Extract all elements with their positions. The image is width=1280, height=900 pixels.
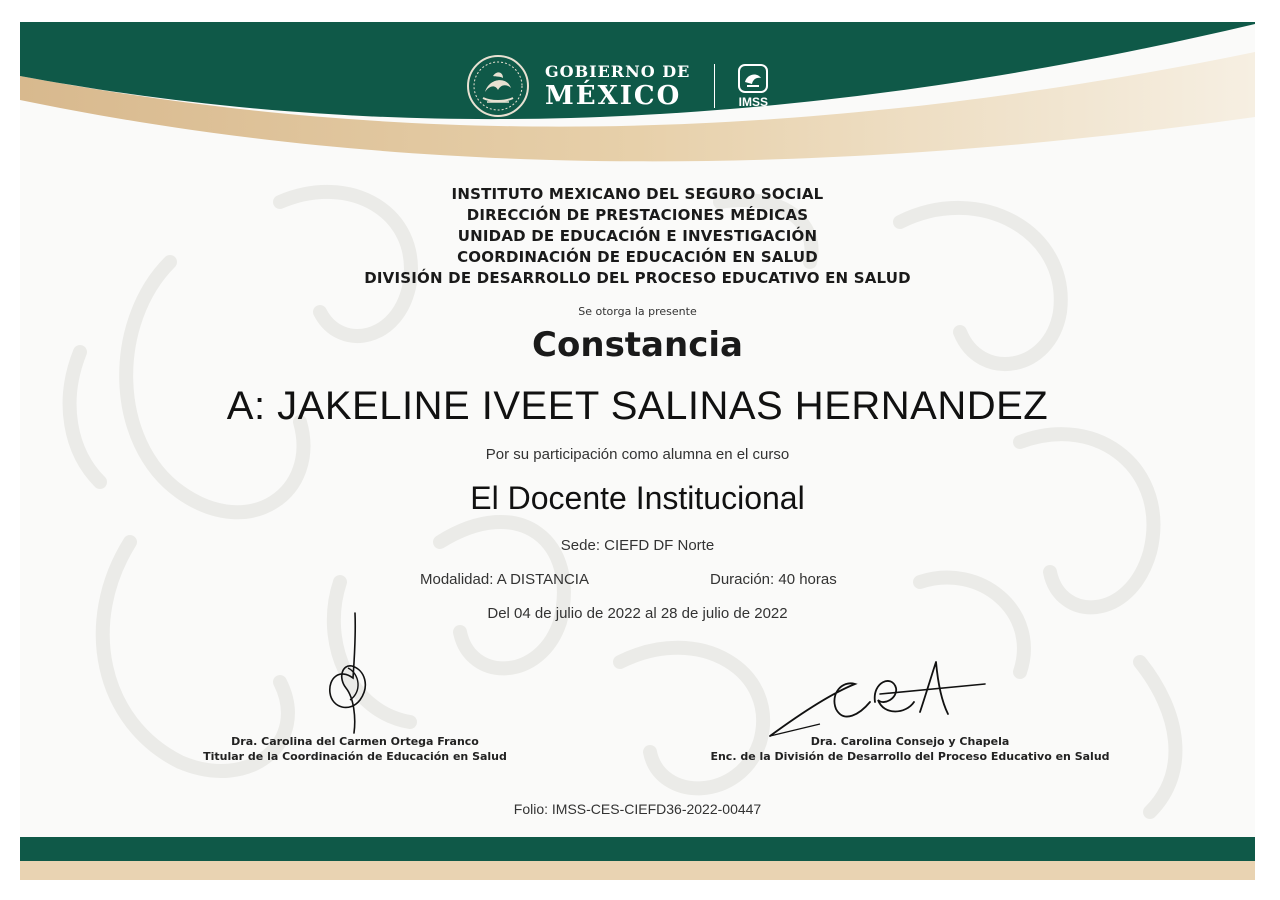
signer-2-title: Enc. de la División de Desarrollo del Proceso Educativo en Salud bbox=[710, 750, 1110, 763]
certificate-title: Constancia bbox=[532, 325, 743, 365]
institution-header bbox=[20, 184, 1255, 289]
sede-text: Sede: CIEFD DF Norte bbox=[560, 537, 715, 554]
institution-line: UNIDAD DE EDUCACIÓN E INVESTIGACIÓN bbox=[457, 227, 818, 245]
header-logos bbox=[463, 54, 771, 118]
participation-text: Por su participación como alumna en el curso bbox=[485, 446, 790, 463]
modalidad-text: Modalidad: A DISTANCIA bbox=[420, 571, 589, 588]
institution-line: DIVISIÓN DE DESARROLLO DEL PROCESO EDUCATIVO EN SALUD bbox=[364, 269, 911, 287]
signer-2-name: Dra. Carolina Consejo y Chapela bbox=[810, 735, 1010, 748]
signature-1 bbox=[310, 608, 390, 738]
duracion-text: Duración: 40 horas bbox=[710, 571, 837, 588]
signature-2 bbox=[760, 654, 990, 744]
institution-line: INSTITUTO MEXICANO DEL SEGURO SOCIAL bbox=[451, 185, 824, 203]
presente-text: Se otorga la presente bbox=[578, 305, 697, 318]
signer-2 bbox=[675, 734, 1145, 764]
gobierno-line2: MÉXICO bbox=[545, 80, 682, 111]
recipient-name: A: JAKELINE IVEET SALINAS HERNANDEZ bbox=[226, 384, 1049, 428]
footer-green-band bbox=[20, 837, 1255, 861]
imss-logo bbox=[735, 64, 771, 109]
signer-1-name: Dra. Carolina del Carmen Ortega Franco bbox=[231, 735, 479, 748]
gobierno-line1: GOBIERNO DE bbox=[545, 61, 691, 81]
folio-text: Folio: IMSS-CES-CIEFD36-2022-00447 bbox=[513, 801, 762, 817]
gobierno-logotype bbox=[545, 61, 691, 111]
signer-1-title: Titular de la Coordinación de Educación en Salud bbox=[203, 750, 507, 763]
footer-gold-band bbox=[20, 861, 1255, 880]
course-dates: Del 04 de julio de 2022 al 28 de julio de 2022 bbox=[487, 605, 788, 622]
national-seal-icon bbox=[463, 54, 533, 118]
imss-eagle-icon bbox=[735, 64, 771, 94]
certificate bbox=[20, 22, 1255, 880]
logo-divider bbox=[714, 64, 715, 108]
imss-wordmark: IMSS bbox=[738, 94, 768, 109]
signer-1 bbox=[170, 734, 540, 764]
institution-line: COORDINACIÓN DE EDUCACIÓN EN SALUD bbox=[457, 248, 818, 266]
institution-line: DIRECCIÓN DE PRESTACIONES MÉDICAS bbox=[466, 206, 809, 224]
course-name: El Docente Institucional bbox=[470, 480, 805, 516]
